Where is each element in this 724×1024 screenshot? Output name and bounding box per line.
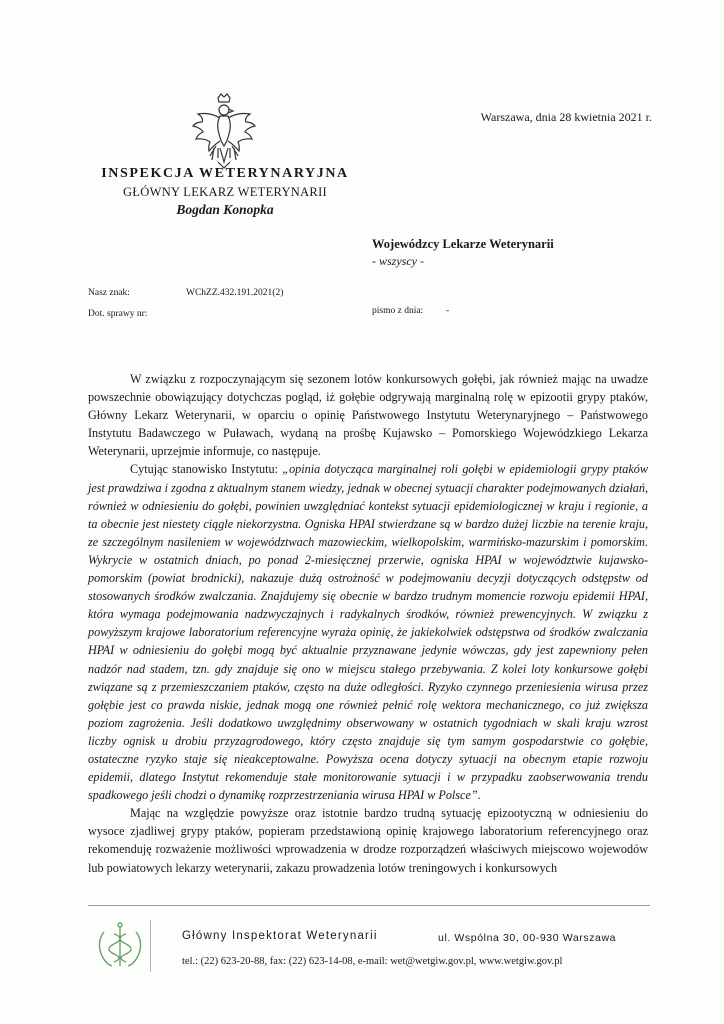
paragraph-recommendation: Mając na względzie powyższe oraz istotnie bardzo trudną sytuację epizootyczną w odniesieniu do wysoce zjadliwej grypy ptaków, popieram przedstawioną opinię krajowego laboratorium referencyjnego oraz rekomenduję rozważenie możliwości wprowadzenia w drodze rozporządzeń właściwych miejscowo wojewodów lub powiatowych lekarzy weterynarii, zakazu prowadzenia lotów treningowych i konkursowych [88,806,648,875]
case-number-label: Dot. sprawy nr: [88,309,148,319]
letter-date-label: pismo z dnia: [372,306,424,316]
recipient-note: - wszyscy - [372,254,424,268]
footer-institution-name: Główny Inspektorat Weterynarii [182,930,378,942]
footer-vertical-divider [150,920,151,972]
letter-body [88,370,648,877]
eagle-emblem-icon [190,92,258,170]
paragraph-intro: W związku z rozpoczynającym się sezonem lotów konkursowych gołębi, jak również mając na uwadze powszechnie obowiązujący dotychczas pogląd, iż gołębie odgrywają marginalną rolę w epizootii grypy ptaków, Główny Lekarz Weterynarii, w oparciu o opinię Państwowego Instytutu Weterynaryjnego – Państwowego Instytutu Badawczego w Puławach, wydaną na prośbę Kujawsko – Pomorskiego Wojewódzkiego Lekarza Weterynarii, uprzejmie informuje, co następuje. [88,372,648,459]
caduceus-logo-icon [92,918,148,974]
footer-address: ul. Wspólna 30, 00-930 Warszawa [438,932,617,944]
paragraph-quote [88,460,648,804]
organization-subtitle: GŁÓWNY LEKARZ WETERYNARII [123,185,327,199]
signatory-name: Bogdan Konopka [176,202,274,217]
reference-label: Nasz znak: [88,288,130,298]
institute-quote: „opinia dotycząca marginalnej roli gołębi w epidemiologii grypy ptaków jest prawdziwa i zgodna z aktualnym stanem wiedzy, jednak w obecnej sytuacji charakter podejmowanych działań, również w odniesieniu do gołębi, powinien uwzględniać kontekst sytuacji epidemiologicznej w kraju i regionie, a ta obecnie jest niestety ciągle niekorzystna. Ogniska HPAI stwierdzane są w bardzo dużej liczbie na terenie kraju, ze szczególnym nasileniem w województwach mazowieckim, wielkopolskim, warmińsko-mazurskim i pomorskim. Wykrycie w ostatnich dniach, po ponad 2-miesięcznej przerwie, ogniska HPAI w województwie kujawsko-pomorskim (powiat brodnicki), nakazuje dużą ostrożność w podejmowaniu decyzji dotyczących odstępstw od stosowanych środków zwalczania. Znajdujemy się obecnie w bardzo trudnym momencie rozwoju epidemii HPAI, która wymaga podejmowania nadzwyczajnych i radykalnych środków, również prewencyjnych. W związku z powyższym krajowe laboratorium referencyjne wyraża opinię, że jakiekolwiek odstępstwa od środków zwalczania HPAI w odniesieniu do gołębi mogą być aktualnie przyznawane jedynie wówczas, gdy jest zapewniony pełen nadzór nad stadem, tzn. gdy znajduje się ono w miejscu stałego przebywania. Z kolei loty konkursowe gołębi związane są z przemieszczaniem ptaków, często na duże odległości. Ryzyko czynnego przeniesienia wirusa przez gołębie jest co prawda niskie, jednak mogą one również pełnić rolę wektora mechanicznego, co już zwiększa poziom zagrożenia. Jeśli dodatkowo uwzględnimy obserwowany w ostatnich tygodniach w skali kraju wzrost liczby ognisk u drobiu przyzagrodowego, który często znajduje się tym samym gospodarstwie co gołębie, ostateczne ryzyko staje się nieakceptowalne. Powyższa ocena dotyczy sytuacji na obecnym etapie rozwoju epidemii, dlatego Instytut rekomenduje stałe monitorowanie sytuacji i w przypadku zaobserwowania trendu spadkowego jeśli chodzi o dynamikę rozprzestrzeniania wirusa HPAI w Polsce” [88,462,648,803]
quote-tail: . [477,788,481,803]
place-date: Warszawa, dnia 28 kwietnia 2021 r. [480,110,652,124]
reference-value: WChZZ.432.191.2021(2) [186,288,284,298]
organization-name: INSPEKCJA WETERYNARYJNA [101,166,349,181]
recipient-name: Wojewódzcy Lekarze Weterynarii [372,237,554,251]
letter-date-value: - [446,306,450,316]
footer-contact: tel.: (22) 623-20-88, fax: (22) 623-14-08, e-mail: wet@wetgiw.gov.pl, www.wetgiw.gov.pl [182,956,563,967]
footer-divider-line [88,905,650,906]
quote-lead: Cytując stanowisko Instytutu: [130,462,283,477]
